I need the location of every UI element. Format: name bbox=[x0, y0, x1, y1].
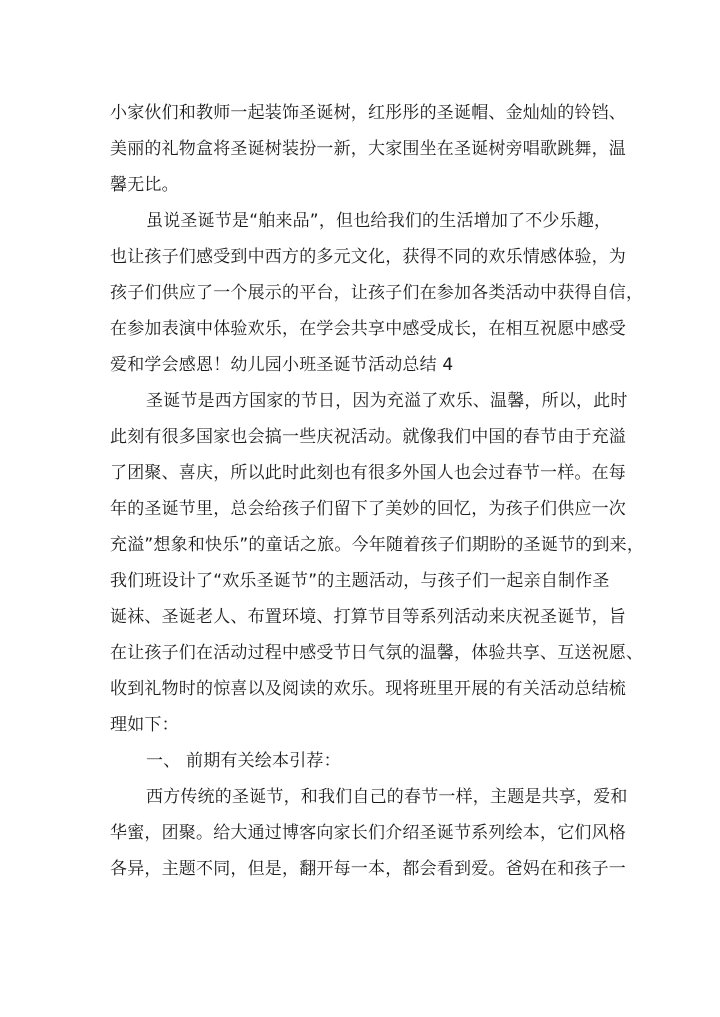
text-line: 充溢”想象和快乐”的童话之旅。今年随着孩子们期盼的圣诞节的到来， bbox=[110, 535, 645, 555]
text-line: 在让孩子们在活动过程中感受节日气氛的温馨，体验共享、互送祝愿、 bbox=[110, 643, 644, 663]
text-line: 诞袜、圣诞老人、布置环境、打算节目等系列活动来庆祝圣诞节，旨 bbox=[110, 607, 626, 627]
text-line: 我们班设计了“欢乐圣诞节”的主题活动，与孩子们一起亲自制作圣 bbox=[110, 571, 610, 591]
text-line: 华蜜，团聚。给大通过博客向家长们介绍圣诞节系列绘本，它们风格 bbox=[110, 823, 626, 843]
text-line: 理如下： bbox=[110, 715, 179, 735]
paragraph-start-line: 西方传统的圣诞节，和我们自己的春节一样，主题是共享，爱和 bbox=[146, 787, 628, 807]
text-line: 小家伙们和教师一起装饰圣诞树，红彤彤的圣诞帽、金灿灿的铃铛、 bbox=[110, 103, 626, 123]
paragraph-start-line: 虽说圣诞节是“舶来品”，但也给我们的生活增加了不少乐趣， bbox=[146, 211, 612, 231]
text-line: 馨无比。 bbox=[110, 175, 179, 195]
paragraph-start-line: 圣诞节是西方国家的节日，因为充溢了欢乐、温馨，所以，此时 bbox=[146, 391, 628, 411]
section-heading: 一、 前期有关绘本引荐： bbox=[146, 751, 341, 771]
text-line: 在参加表演中体验欢乐，在学会共享中感受成长，在相互祝愿中感受 bbox=[110, 319, 626, 339]
text-line: 美丽的礼物盒将圣诞树装扮一新，大家围坐在圣诞树旁唱歌跳舞，温 bbox=[110, 139, 626, 159]
text-line: 也让孩子们感受到中西方的多元文化，获得不同的欢乐情感体验，为 bbox=[110, 247, 626, 267]
text-line: 了团聚、喜庆，所以此时此刻也有很多外国人也会过春节一样。在每 bbox=[110, 463, 626, 483]
text-line: 此刻有很多国家也会搞一些庆祝活动。就像我们中国的春节由于充溢 bbox=[110, 427, 626, 447]
text-line: 收到礼物时的惊喜以及阅读的欢乐。现将班里开展的有关活动总结梳 bbox=[110, 679, 626, 699]
text-line: 年的圣诞节里，总会给孩子们留下了美妙的回忆，为孩子们供应一次 bbox=[110, 499, 626, 519]
text-line: 各异，主题不同，但是，翻开每一本，都会看到爱。爸妈在和孩子一 bbox=[110, 859, 626, 879]
text-line: 爱和学会感恩！幼儿园小班圣诞节活动总结 4 bbox=[110, 355, 454, 375]
text-line: 孩子们供应了一个展示的平台，让孩子们在参加各类活动中获得自信， bbox=[110, 283, 644, 303]
